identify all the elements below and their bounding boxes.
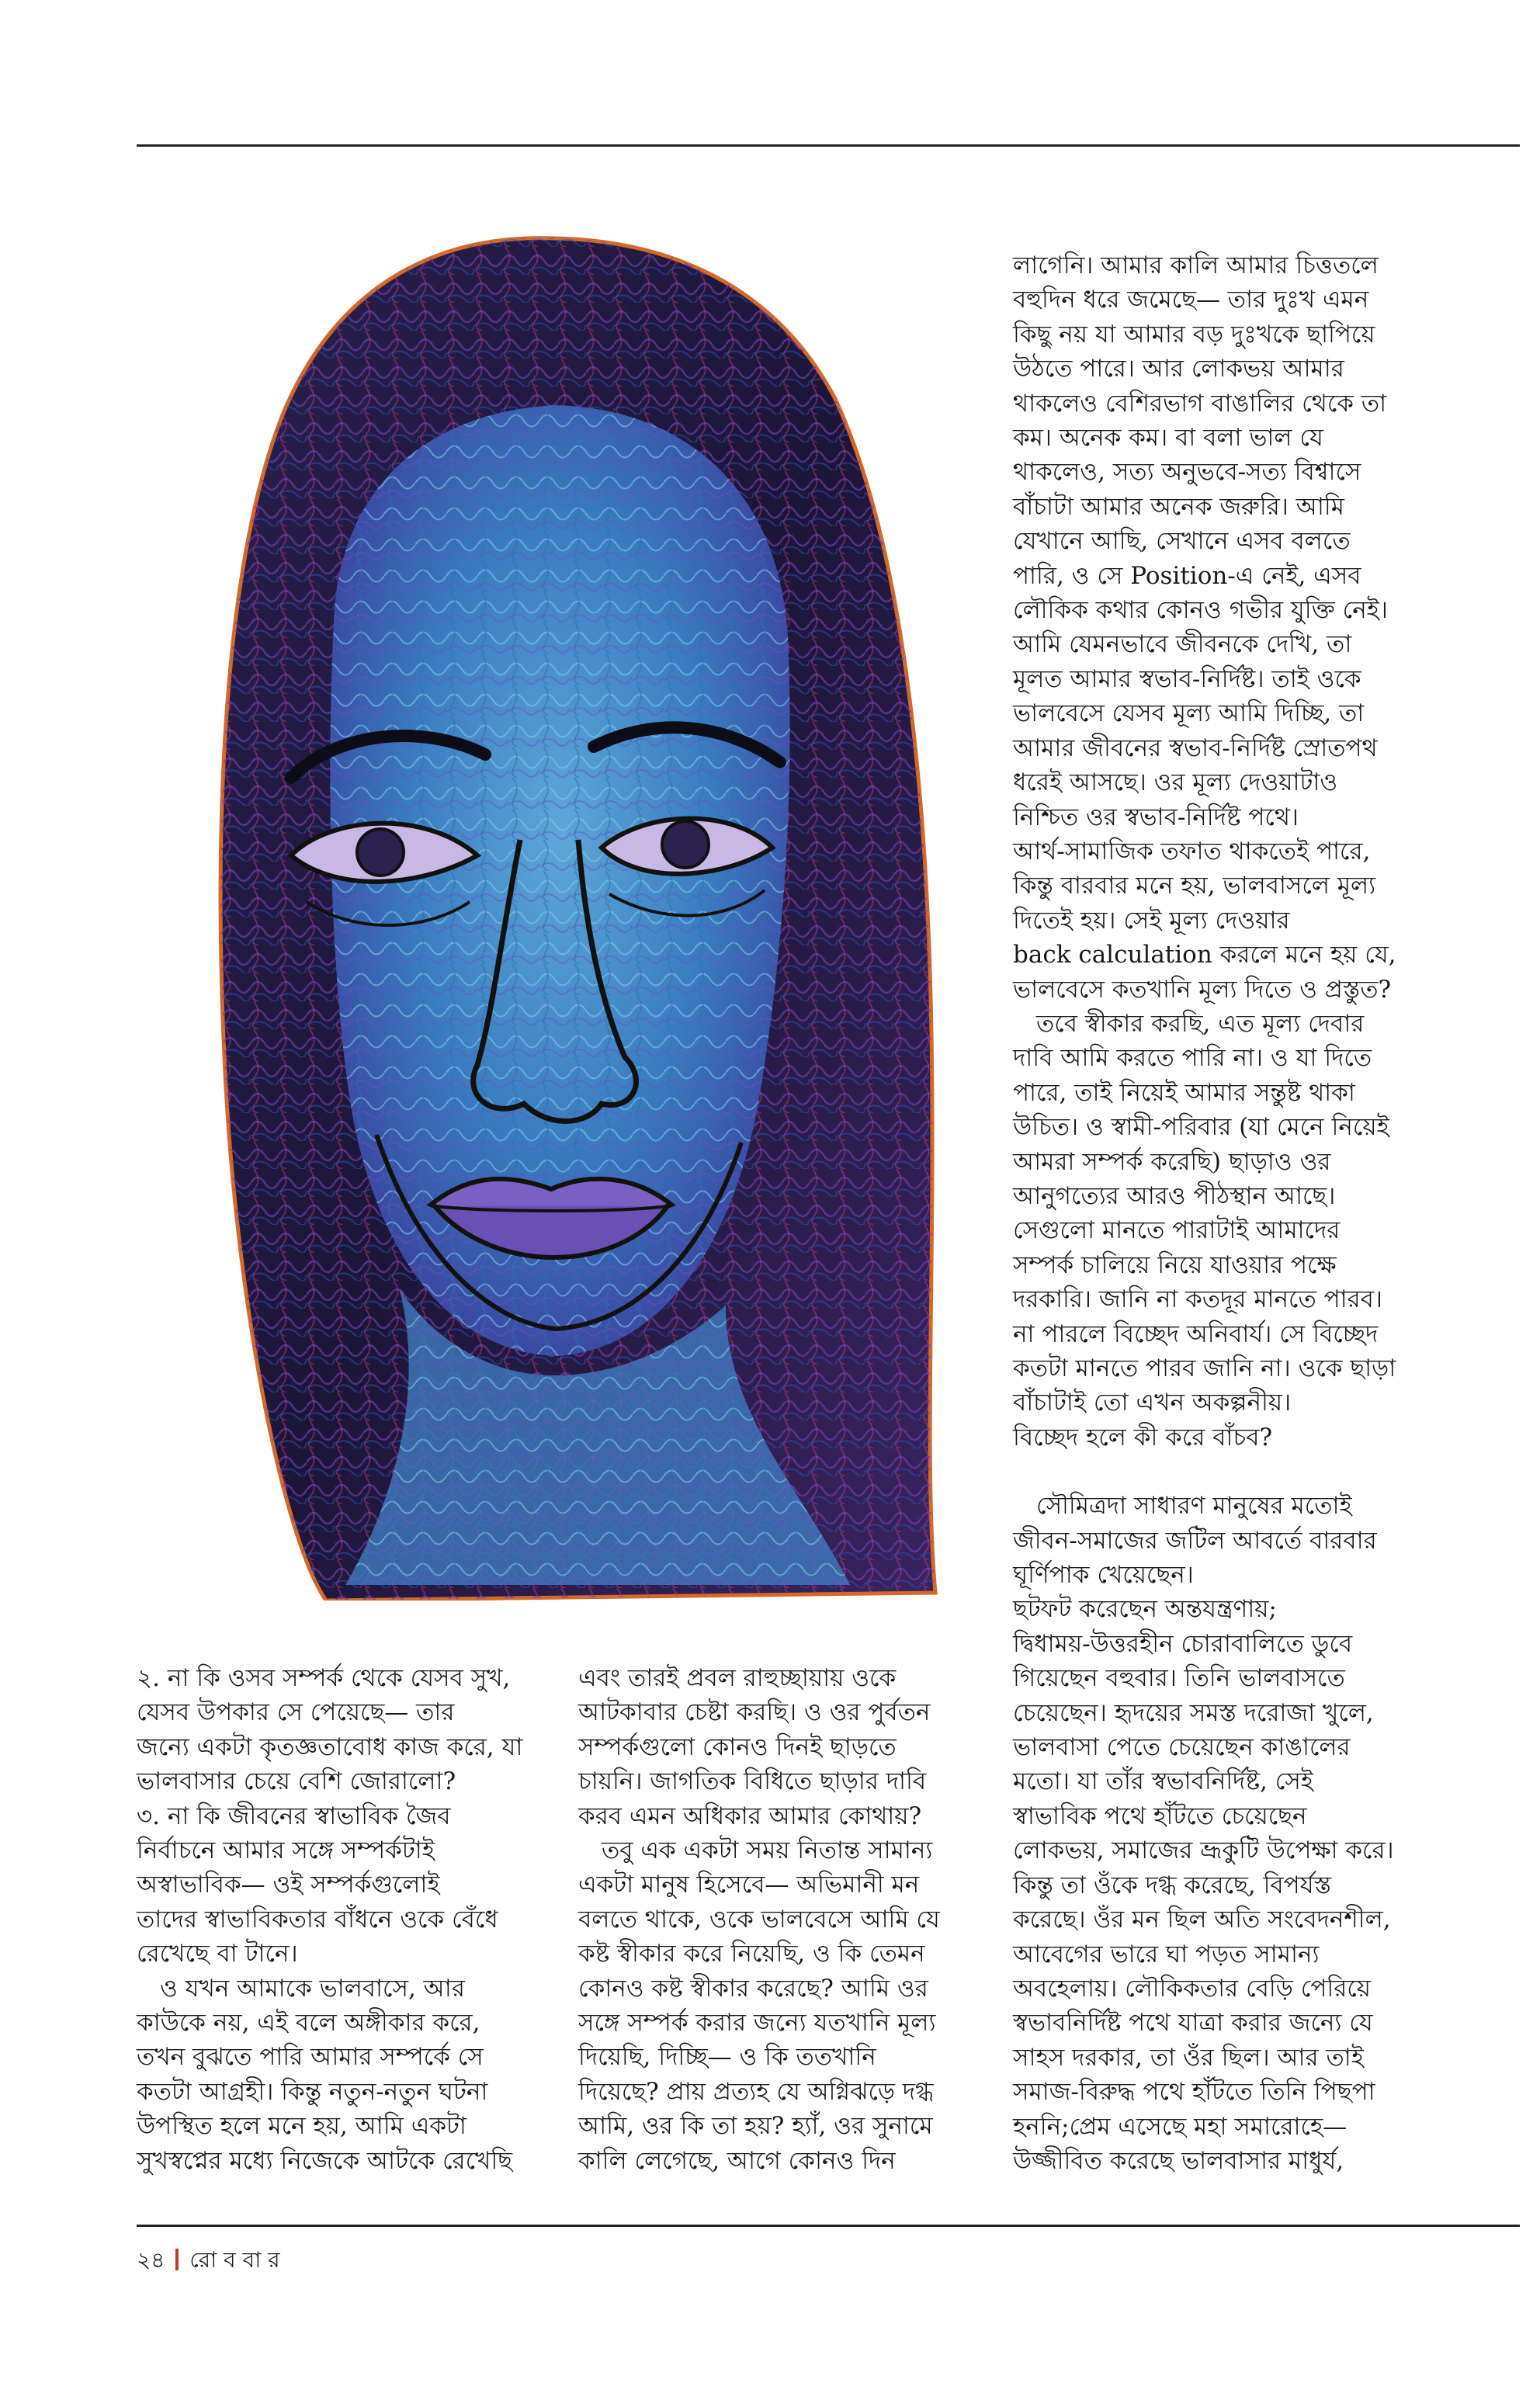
text-line: সাহস দরকার, তা ওঁর ছিল। আর তাই (1013, 2043, 1364, 2072)
bottom-rule (137, 2225, 1520, 2227)
text-line: জন্যে একটা কৃতজ্ঞতাবোধ কাজ করে, যা (137, 1732, 523, 1761)
text-line: কষ্ট স্বীকার করে নিয়েছি, ও কি তেমন (578, 1940, 925, 1968)
text-line: কম। অনেক কম। বা বলা ভাল যে (1013, 424, 1323, 453)
text-line: লৌকিক কথার কোনও গভীর যুক্তি নেই। (1013, 596, 1388, 625)
text-line: গিয়েছেন বহুবার। তিনি ভালবাসতে (1013, 1664, 1345, 1693)
text-line: তবে স্বীকার করছি, এত মূল্য দেবার (1036, 1009, 1365, 1038)
text-line: হননি;প্রেম এসেছে মহা সমারোহে— (1013, 2112, 1348, 2141)
text-line: আমি যেমনভাবে জীবনকে দেখি, তা (1013, 630, 1352, 659)
text-line: সুখস্বপ্নের মধ্যে নিজেকে আটকে রেখেছি (137, 2146, 513, 2175)
text-line: সম্পর্ক চালিয়ে নিয়ে যাওয়ার পক্ষে (1013, 1250, 1337, 1279)
text-line: পারি, ও সে Position-এ নেই, এসব (1013, 561, 1361, 590)
text-line: কাউকে নয়, এই বলে অঙ্গীকার করে, (137, 2009, 480, 2038)
text-line: ভালবাসার চেয়ে বেশি জোরালো? (137, 1767, 456, 1796)
text-line: একটা মানুষ হিসেবে— অভিমানী মন (578, 1871, 920, 1899)
text-line: ছটফট করেছেন অন্তযন্ত্রণায়; (1013, 1595, 1277, 1624)
text-line: কালি লেগেছে, আগে কোনও দিন (578, 2146, 896, 2175)
text-line: উপস্থিত হলে মনে হয়, আমি একটা (137, 2112, 467, 2141)
text-line: উঠতে পারে। আর লোকভয় আমার (1013, 355, 1344, 383)
text-line: যেখানে আছি, সেখানে এসব বলতে (1013, 527, 1351, 556)
text-line: কিন্তু তা ওঁকে দগ্ধ করেছে, বিপর্যস্ত (1013, 1871, 1331, 1899)
text-line: করেছে। ওঁর মন ছিল অতি সংবেদনশীল, (1013, 1906, 1391, 1934)
text-line: আমরা সম্পর্ক করেছি) ছাড়াও ওর (1013, 1147, 1331, 1176)
text-line: তবু এক একটা সময় নিতান্ত সামান্য (602, 1836, 933, 1865)
text-line: থাকলেও, সত্য অনুভবে-সত্য বিশ্বাসে (1013, 458, 1361, 487)
text-line: দিয়েছে? প্রায় প্রত্যহ যে অগ্নিঝড়ে দগ্ধ (578, 2077, 934, 2106)
page-number: ২৪ (137, 2247, 165, 2273)
text-line: তখন বুঝতে পারি আমার সম্পর্কে সে (137, 2043, 484, 2072)
text-line: তাদের স্বাভাবিকতার বাঁধনে ওকে বেঁধে (137, 1905, 498, 1933)
portrait-drawing-icon (167, 219, 951, 1601)
text-line: ঘূর্ণিপাক খেয়েছেন। (1013, 1561, 1194, 1590)
text-line: উচিত। ও স্বামী-পরিবার (যা মেনে নিয়েই (1013, 1113, 1389, 1142)
text-line: এবং তারই প্রবল রাহুচ্ছায়ায় ওকে (578, 1664, 897, 1692)
text-line: সঙ্গে সম্পর্ক করার জন্যে যতখানি মূল্য (578, 2009, 936, 2038)
text-line: দরকারি। জানি না কতদূর মানতে পারব। (1013, 1285, 1383, 1314)
text-line: ৩. না কি জীবনের স্বাভাবিক জৈব (137, 1802, 451, 1830)
text-line: সেগুলো মানতে পারাটাই আমাদের (1013, 1216, 1341, 1245)
article-column-left (137, 1661, 522, 2178)
text-line: দিয়েছি, দিচ্ছি— ও কি ততখানি (578, 2043, 876, 2072)
text-line: ২. না কি ওসব সম্পর্ক থেকে যেসব সুখ, (137, 1664, 511, 1692)
text-line: ধরেই আসছে। ওর মূল্য দেওয়াটাও (1013, 768, 1338, 797)
paragraph-gap (1013, 1455, 1396, 1489)
text-line: লোকভয়, সমাজের ভ্রূকুটি উপেক্ষা করে। (1013, 1836, 1394, 1865)
text-line: ভালবেসে কতখানি মূল্য দিতে ও প্রস্তুত? (1013, 975, 1392, 1004)
text-line: আবেগের ভারে ঘা পড়ত সামান্য (1013, 1940, 1320, 1968)
text-line: কিছু নয় যা আমার বড় দুঃখকে ছাপিয়ে (1013, 320, 1375, 349)
text-line: কতটা আগ্রহী। কিন্তু নতুন-নতুন ঘটনা (137, 2077, 488, 2106)
text-line: করব এমন অধিকার আমার কোথায়? (578, 1802, 922, 1830)
text-line: বাঁচাটাই তো এখন অকল্পনীয়। (1013, 1389, 1292, 1417)
text-line: আমি, ওর কি তা হয়? হ্যাঁ, ওর সুনামে (578, 2112, 933, 2141)
text-line: অবহেলায়। লৌকিকতার বেড়ি পেরিয়ে (1013, 1974, 1372, 2003)
text-line: স্বাভাবিক পথে হাঁটতে চেয়েছেন (1013, 1802, 1307, 1830)
text-line: সমাজ-বিরুদ্ধ পথে হাঁটতে তিনি পিছপা (1013, 2078, 1375, 2107)
text-line: যেসব উপকার সে পেয়েছে— তার (137, 1698, 455, 1727)
text-line: আমার জীবনের স্বভাব-নির্দিষ্ট স্রোতপথ (1013, 734, 1378, 762)
text-line: বলতে থাকে, ওকে ভালবেসে আমি যে (578, 1905, 940, 1933)
text-line: স্বভাবনির্দিষ্ট পথে যাত্রা করার জন্যে যে (1013, 2009, 1373, 2038)
text-line: দাবি আমি করতে পারি না। ও যা দিতে (1013, 1044, 1372, 1073)
text-line: রেখেছে বা টানে। (137, 1940, 298, 1968)
text-line: বিচ্ছেদ হলে কী করে বাঁচব? (1013, 1423, 1273, 1451)
text-line: আনুগত্যের আরও পীঠস্থান আছে। (1013, 1181, 1336, 1210)
text-line: আটকাবার চেষ্টা করছি। ও ওর পুর্বতন (578, 1698, 931, 1727)
text-line: বাঁচাটা আমার অনেক জরুরি। আমি (1013, 492, 1344, 521)
text-line: নিশ্চিত ওর স্বভাব-নির্দিষ্ট পথে। (1013, 803, 1299, 831)
text-line: কিন্তু বারবার মনে হয়, ভালবাসলে মূল্য (1013, 872, 1376, 900)
text-line: মূলত আমার স্বভাব-নির্দিষ্ট। তাই ওকে (1013, 664, 1361, 693)
text-line: পারে, তাই নিয়েই আমার সন্তুষ্ট থাকা (1013, 1078, 1355, 1107)
text-line: মতো। যা তাঁর স্বভাবনির্দিষ্ট, সেই (1013, 1767, 1313, 1796)
footer-separator (175, 2249, 179, 2270)
top-rule (137, 144, 1520, 147)
text-line: সৌমিত্রদা সাধারণ মানুষের মতোই (1036, 1492, 1352, 1521)
text-line: back calculation করলে মনে হয় যে, (1013, 941, 1396, 969)
text-line: চায়নি। জাগতিক বিধিতে ছাড়ার দাবি (578, 1767, 927, 1796)
text-line: দিতেই হয়। সেই মূল্য দেওয়ার (1013, 906, 1290, 935)
text-line: না পারলে বিচ্ছেদ অনিবার্য। সে বিচ্ছেদ (1013, 1320, 1379, 1348)
text-line: উজ্জীবিত করেছে ভালবাসার মাধুর্য, (1013, 2146, 1344, 2175)
text-line: অস্বাভাবিক— ওই সম্পর্কগুলোই (137, 1871, 440, 1899)
page-footer (137, 2243, 280, 2280)
text-line: লাগেনি। আমার কালি আমার চিত্ততলে (1013, 251, 1379, 279)
text-line: ভালবাসা পেতে চেয়েছেন কাঙালের (1013, 1733, 1351, 1762)
magazine-name: রো ব বা র (189, 2247, 280, 2273)
text-line: কতটা মানতে পারব জানি না। ওকে ছাড়া (1013, 1354, 1396, 1382)
text-line: বহুদিন ধরে জমেছে— তার দুঃখ এমন (1013, 286, 1369, 314)
text-line: চেয়েছেন। হৃদয়ের সমস্ত দরোজা খুলে, (1013, 1698, 1374, 1727)
text-line: সম্পর্কগুলো কোনও দিনই ছাড়তে (578, 1732, 897, 1761)
text-line: জীবন-সমাজের জটিল আবর্তে বারবার (1013, 1526, 1377, 1555)
article-column-middle (578, 1661, 940, 2178)
text-line: ভালবেসে যেসব মূল্য আমি দিচ্ছি, তা (1013, 699, 1365, 728)
text-line: ও যখন আমাকে ভালবাসে, আর (160, 1974, 465, 2003)
article-column-right (1013, 248, 1396, 2178)
text-line: দ্বিধাময়-উত্তরহীন চোরাবালিতে ডুবে (1013, 1629, 1353, 1658)
text-line: আর্থ-সামাজিক তফাত থাকতেই পারে, (1013, 837, 1371, 865)
text-line: নির্বাচনে আমার সঙ্গে সম্পর্কটাই (137, 1836, 435, 1865)
text-line: কোনও কষ্ট স্বীকার করেছে? আমি ওর (578, 1974, 928, 2003)
text-line: থাকলেও বেশিরভাগ বাঙালির থেকে তা (1013, 389, 1387, 418)
